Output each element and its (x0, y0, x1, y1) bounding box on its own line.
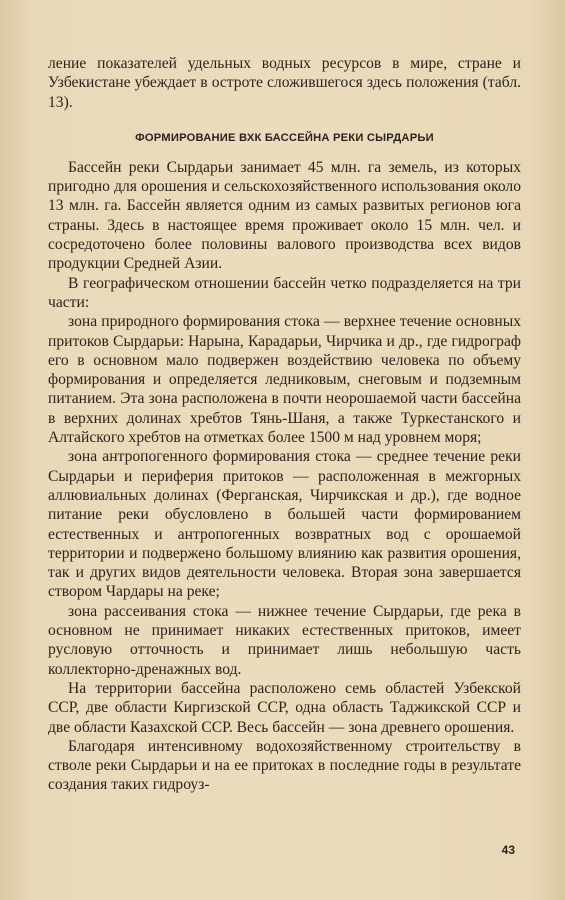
paragraph-3: зона природного формирования стока — верхнее течение основных притоков Сырдарьи: Нарына, Карадарьи, Чирчика и др., где гидрограф его в основном мало подвержен воздействию человека по объему формирования и определяется ледниковым, снеговым и подземным питанием. Эта зона расположена в почти неорошаемой части бассейна в верхних долинах хребтов Тянь-Шаня, а также Туркестанского и Алтайского хребтов на отметках более 1500 м над уровнем моря; (48, 313, 521, 447)
page-number: 43 (501, 843, 515, 857)
paragraph-5: зона рассеивания стока — нижнее течение Сырдарьи, где река в основном не принимает никаких естественных притоков, имеет русловую отточность и принимает лишь небольшую часть коллекторно-дренажных вод. (48, 602, 521, 678)
section-heading: ФОРМИРОВАНИЕ ВХК БАССЕЙНА РЕКИ СЫРДАРЬИ (135, 131, 434, 144)
paragraph-1: Бассейн реки Сырдарьи занимает 45 млн. га земель, из которых пригодно для орошения и сельскохозяйственного использования около 13 млн. га. Бассейн является одним из самых развитых регионов юга страны. Здесь в настоящее время проживает около 15 млн. чел. и сосредоточено более половины валового производства всех видов продукции Средней Азии. (48, 158, 521, 273)
paragraph-4: зона антропогенного формирования стока — среднее течение реки Сырдарьи и периферия притоков — расположенная в межгорных аллювиальных долинах (Ферганская, Чирчикская и др.), где водное питание реки обусловлено в большей части формированием естественных и антропогенных возвратных вод с орошаемой территории и подвержено большому влиянию как развития орошения, так и других видов деятельности человека. Вторая зона завершается створом Чардары на реке; (48, 448, 521, 601)
paragraph-6: На территории бассейна расположено семь областей Узбекской ССР, две области Киргизской ССР, одна область Таджикской ССР и две области Казахской ССР. Весь бассейн — зона древнего орошения. (48, 679, 521, 736)
intro-paragraph: ление показателей удельных водных ресурсов в мире, стране и Узбекистане убеждает в остроте сложившегося здесь положения (табл. 13). (48, 55, 521, 111)
paragraph-2: В географическом отношении бассейн четко подразделяется на три части: (48, 274, 521, 311)
paragraph-7: Благодаря интенсивному водохозяйственному строительству в стволе реки Сырдарьи и на ее притоках в последние годы в результате создания таких гидроуз- (48, 737, 521, 794)
page-body (48, 54, 521, 795)
